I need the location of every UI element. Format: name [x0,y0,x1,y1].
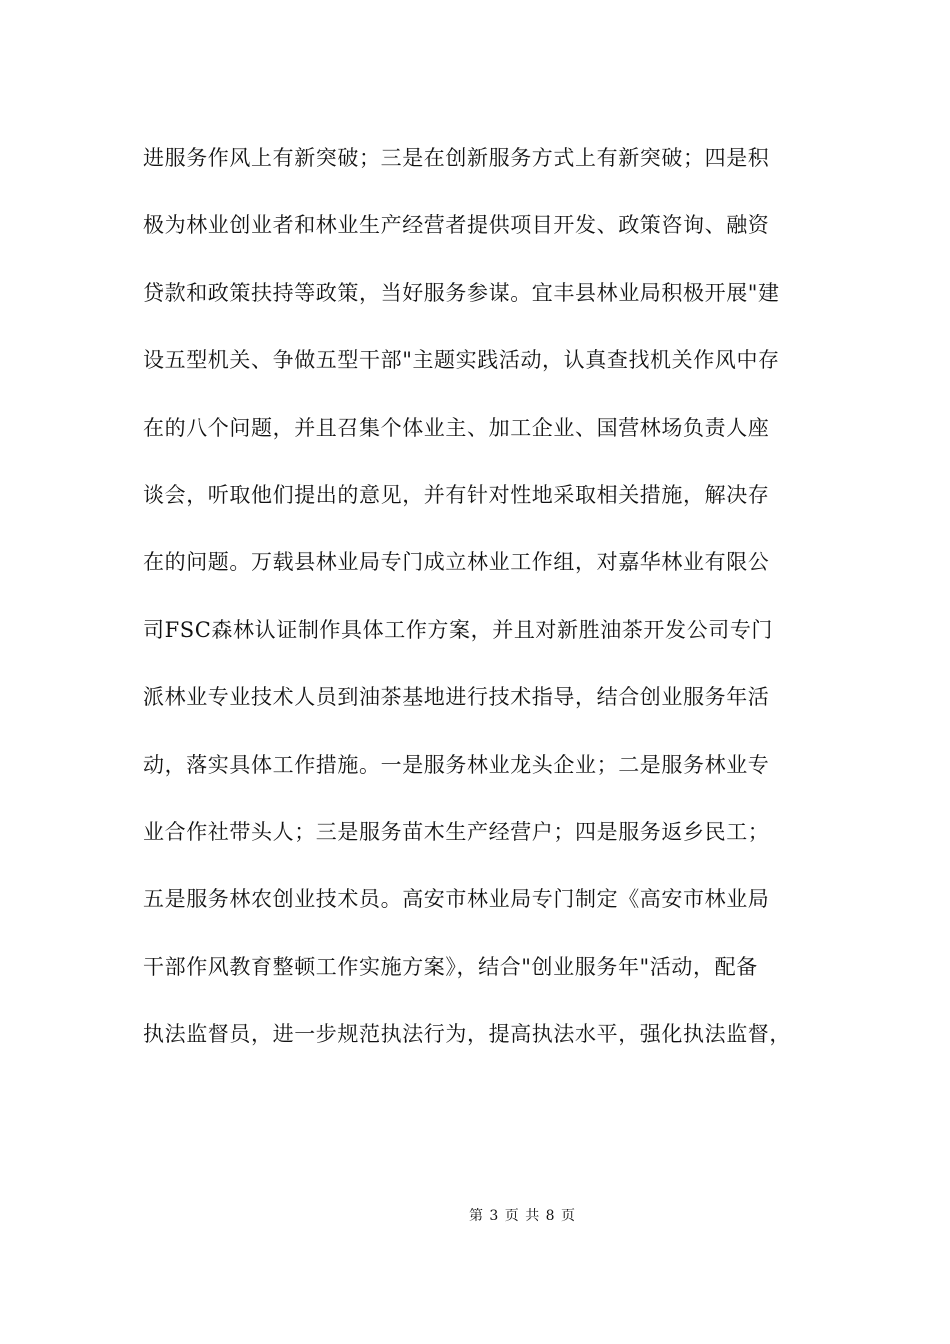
text-line: 谈会，听取他们提出的意见，并有针对性地采取相关措施，解决存 [143,482,770,507]
page-number: 第 3 页 共 8 页 [468,1208,577,1224]
text-line: 贷款和政策扶持等政策，当好服务参谋。宜丰县林业局积极开展"建 [143,280,780,305]
text-line: 干部作风教育整顿工作实施方案》，结合"创业服务年"活动，配备 [143,954,758,979]
text-line: 派林业专业技术人员到油茶基地进行技术指导，结合创业服务年活 [143,685,770,710]
text-line: 业合作社带头人；三是服务苗木生产经营户；四是服务返乡民工； [143,819,770,844]
page-footer [0,1206,950,1226]
text-line: 进服务作风上有新突破；三是在创新服务方式上有新突破；四是积 [143,146,770,170]
text-line: 五是服务林农创业技术员。高安市林业局专门制定《高安市林业局 [143,887,770,912]
text-line: 在的八个问题，并且召集个体业主、加工企业、国营林场负责人座 [143,415,770,440]
text-line: 极为林业创业者和林业生产经营者提供项目开发、政策咨询、融资 [143,213,770,238]
body-text [143,133,823,1076]
text-line: 在的问题。万载县林业局专门成立林业工作组，对嘉华林业有限公 [143,550,770,575]
text-line: 执法监督员，进一步规范执法行为，提高执法水平，强化执法监督， [143,1022,791,1047]
text-line: 动，落实具体工作措施。一是服务林业龙头企业；二是服务林业专 [143,752,770,777]
text-line: 司FSC森林认证制作具体工作方案，并且对新胜油茶开发公司专门 [143,617,774,642]
text-line: 设五型机关、争做五型干部"主题实践活动，认真查找机关作风中存 [143,348,780,373]
